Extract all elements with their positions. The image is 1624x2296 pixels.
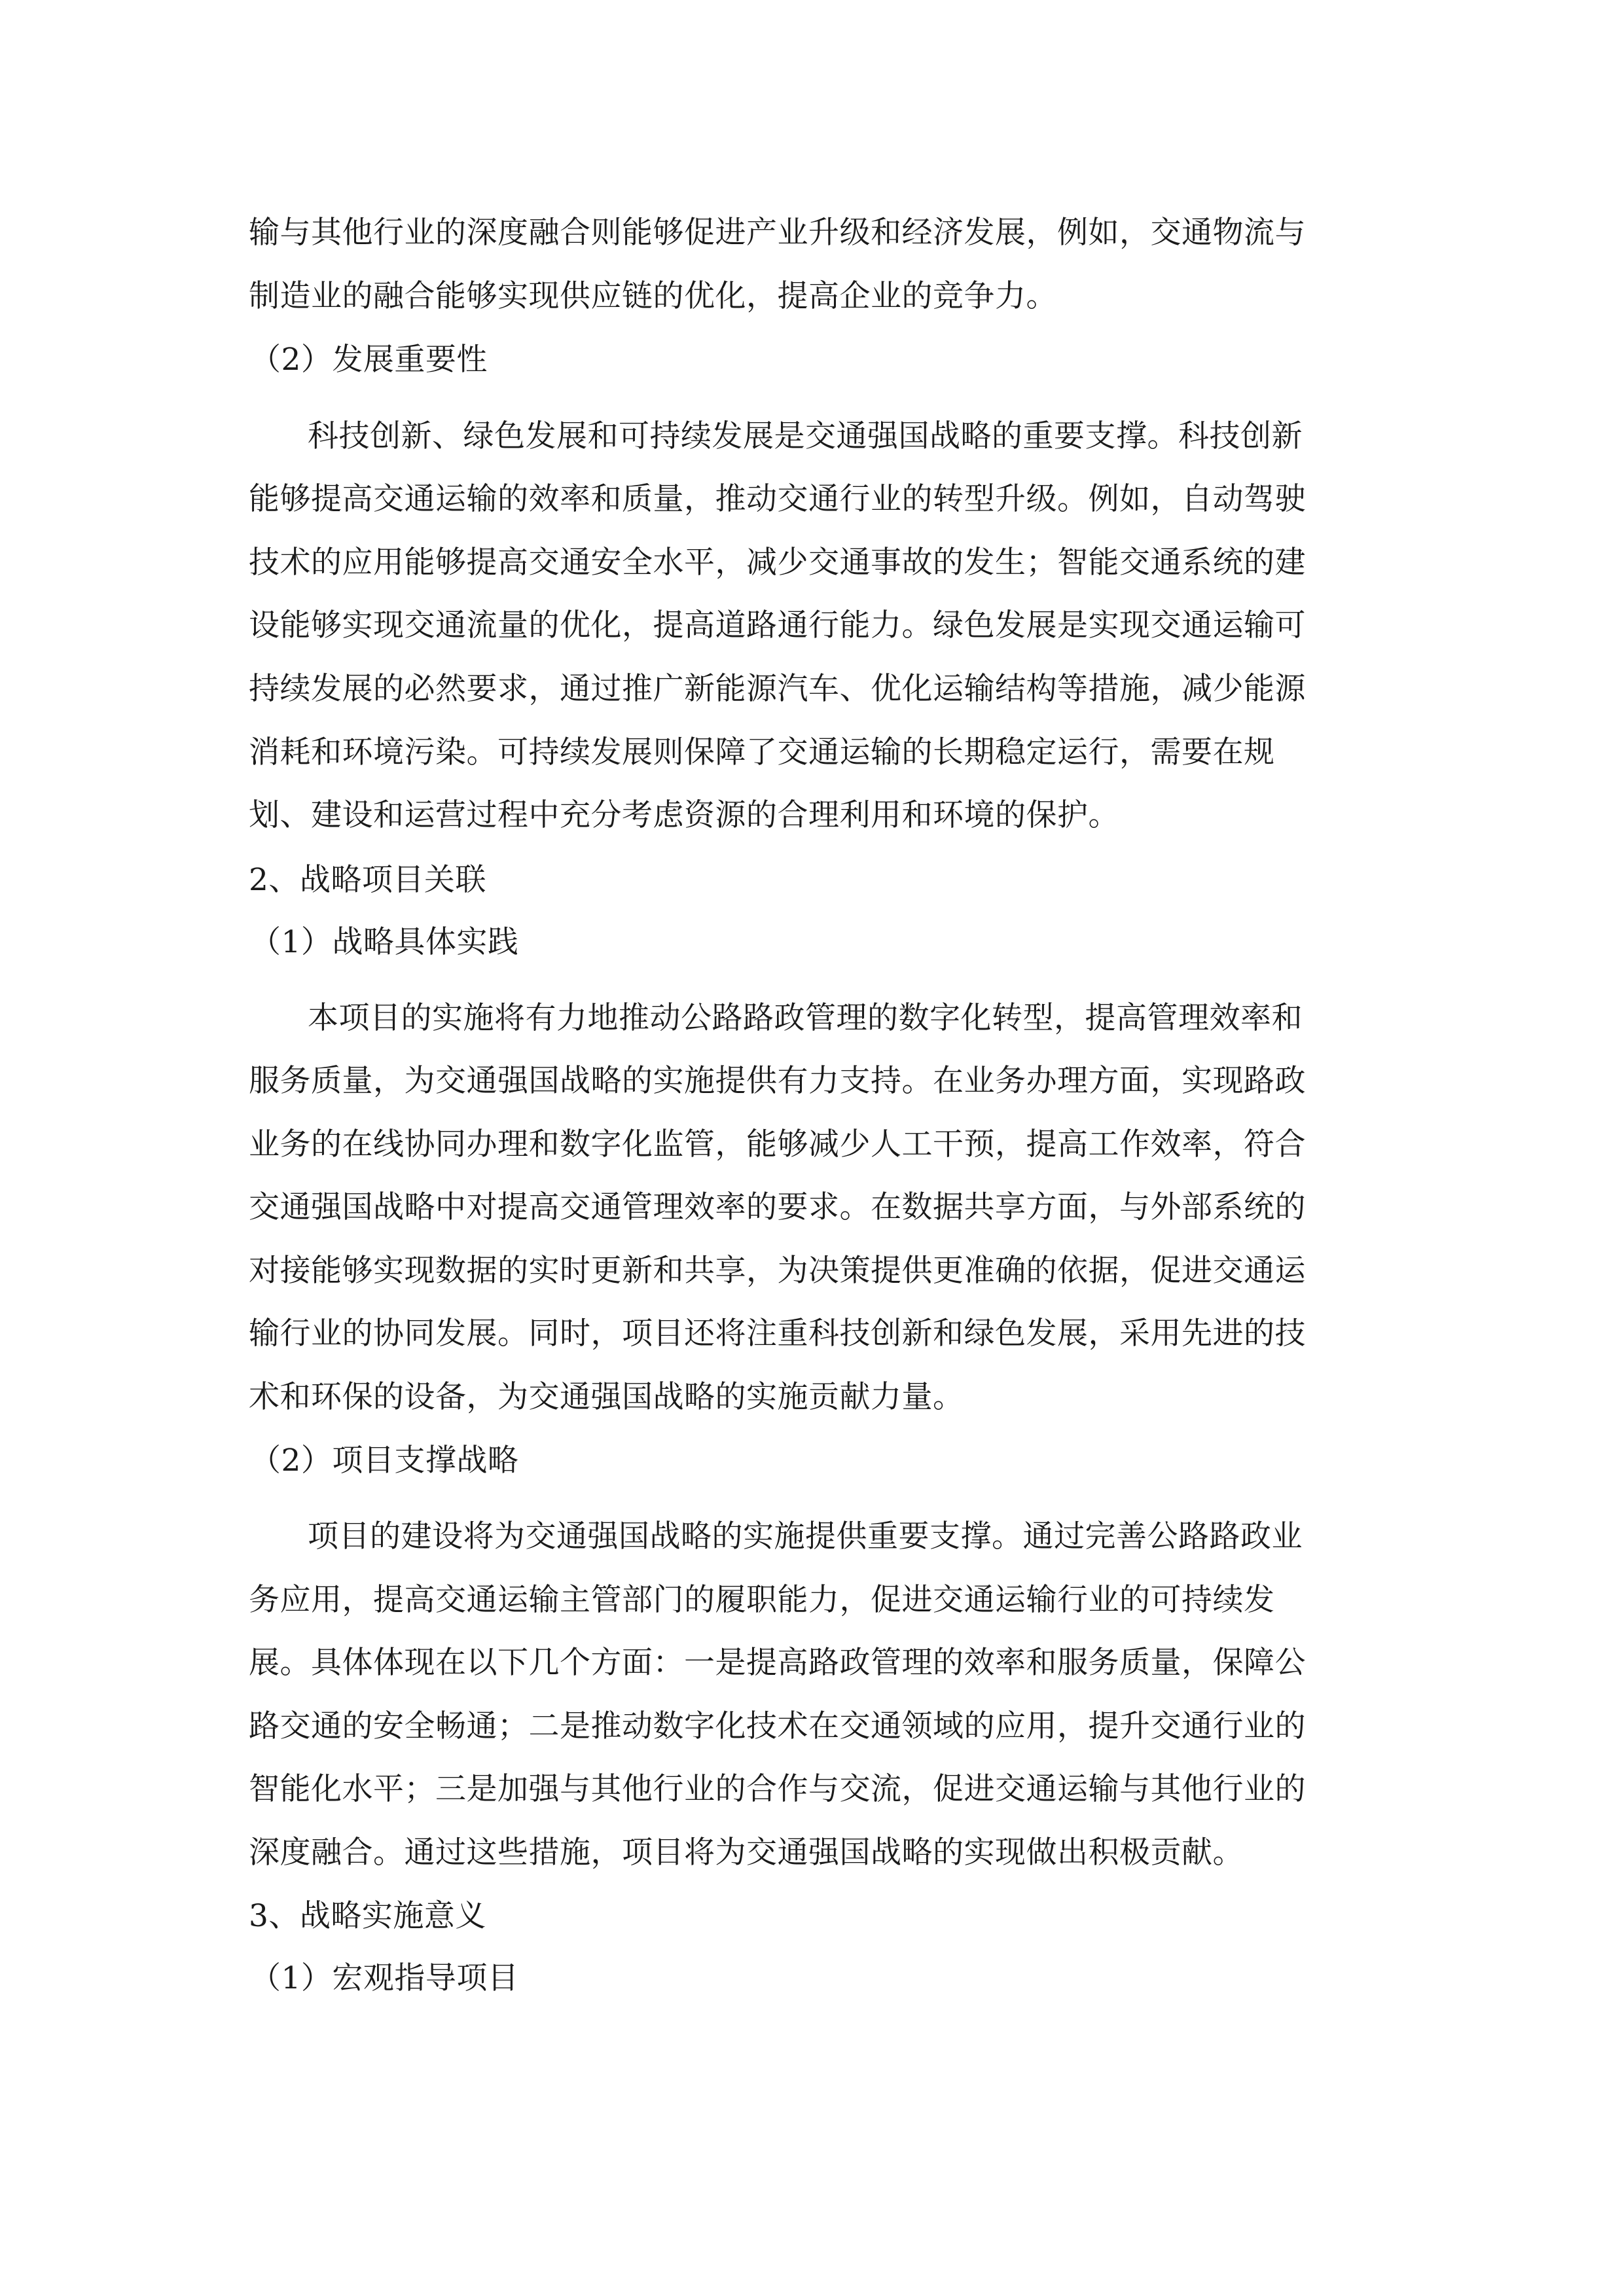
paragraph-line: 输行业的协同发展。同时，项目还将注重科技创新和绿色发展，采用先进的技 xyxy=(249,1316,1306,1352)
paragraph-line: 本项目的实施将有力地推动公路路政管理的数字化转型，提高管理效率和 xyxy=(308,1000,1303,1036)
paragraph-line: 持续发展的必然要求，通过推广新能源汽车、优化运输结构等措施，减少能源 xyxy=(249,671,1306,707)
paragraph-line: 对接能够实现数据的实时更新和共享，为决策提供更准确的依据，促进交通运 xyxy=(249,1253,1306,1289)
paragraph-line: 划、建设和运营过程中充分考虑资源的合理利用和环境的保护。 xyxy=(249,797,1119,833)
section-heading-strategy-project-link: 2、战略项目关联 xyxy=(249,862,486,898)
paragraph-line: 展。具体体现在以下几个方面：一是提高路政管理的效率和服务质量，保障公 xyxy=(249,1645,1306,1681)
paragraph-line: 路交通的安全畅通；二是推动数字化技术在交通领域的应用，提升交通行业的 xyxy=(249,1708,1306,1744)
paragraph-line: 智能化水平；三是加强与其他行业的合作与交流，促进交通运输与其他行业的 xyxy=(249,1771,1306,1807)
paragraph-line: 输与其他行业的深度融合则能够促进产业升级和经济发展，例如，交通物流与 xyxy=(249,215,1306,251)
paragraph-line: 能够提高交通运输的效率和质量，推动交通行业的转型升级。例如，自动驾驶 xyxy=(249,481,1306,517)
paragraph-line: 项目的建设将为交通强国战略的实施提供重要支撑。通过完善公路路政业 xyxy=(308,1518,1303,1554)
subsection-heading-project-support-strategy: （2）项目支撑战略 xyxy=(250,1443,519,1479)
paragraph-line: 技术的应用能够提高交通安全水平，减少交通事故的发生；智能交通系统的建 xyxy=(249,545,1306,581)
paragraph-line: 设能够实现交通流量的优化，提高道路通行能力。绿色发展是实现交通运输可 xyxy=(249,607,1306,643)
subsection-heading-strategy-practice: （1）战略具体实践 xyxy=(250,924,519,960)
paragraph-line: 务应用，提高交通运输主管部门的履职能力，促进交通运输行业的可持续发 xyxy=(249,1582,1275,1618)
paragraph-line: 科技创新、绿色发展和可持续发展是交通强国战略的重要支撑。科技创新 xyxy=(308,418,1303,454)
paragraph-line: 交通强国战略中对提高交通管理效率的要求。在数据共享方面，与外部系统的 xyxy=(249,1189,1306,1225)
subsection-heading-development-importance: （2）发展重要性 xyxy=(250,342,488,378)
paragraph-line: 术和环保的设备，为交通强国战略的实施贡献力量。 xyxy=(249,1379,964,1415)
section-heading-strategy-significance: 3、战略实施意义 xyxy=(249,1898,486,1934)
paragraph-line: 业务的在线协同办理和数字化监管，能够减少人工干预，提高工作效率，符合 xyxy=(249,1126,1306,1162)
paragraph-line: 服务质量，为交通强国战略的实施提供有力支持。在业务办理方面，实现路政 xyxy=(249,1063,1306,1099)
paragraph-line: 制造业的融合能够实现供应链的优化，提高企业的竞争力。 xyxy=(249,278,1057,314)
subsection-heading-macro-guidance: （1）宏观指导项目 xyxy=(250,1960,519,1996)
paragraph-line: 消耗和环境污染。可持续发展则保障了交通运输的长期稳定运行，需要在规 xyxy=(249,734,1275,770)
paragraph-line: 深度融合。通过这些措施，项目将为交通强国战略的实现做出积极贡献。 xyxy=(249,1835,1244,1871)
